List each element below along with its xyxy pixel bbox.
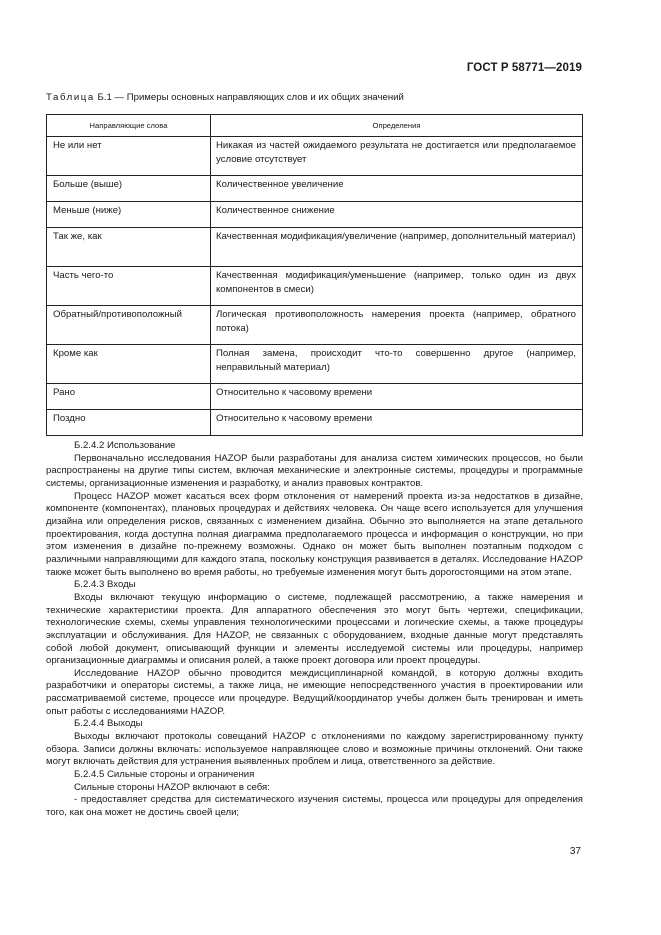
- definition-cell: Полная замена, происходит что-то совершенно другое (например, неправильный материал): [211, 345, 583, 384]
- page-number: 37: [569, 846, 581, 857]
- table-caption: [46, 92, 404, 103]
- definition-cell: Качественная модификация/увеличение (например, дополнительный материал): [211, 228, 583, 267]
- definition-cell: Никакая из частей ожидаемого результата не достигается или предполагаемое условие отсутствует: [211, 137, 583, 176]
- guide-word-cell: Часть чего-то: [47, 267, 211, 306]
- document-id: ГОСТ Р 58771—2019: [466, 62, 582, 74]
- table-row: [47, 137, 583, 176]
- guide-word-cell: Кроме как: [47, 345, 211, 384]
- table-caption-label: Таблица: [46, 92, 95, 103]
- table-row: [47, 384, 583, 410]
- table-row: [47, 176, 583, 202]
- paragraph: Сильные стороны HAZOP включают в себя:: [74, 781, 270, 793]
- section-heading: Б.2.4.5 Сильные стороны и ограничения: [74, 769, 255, 781]
- table-row: [47, 228, 583, 267]
- table-caption-text: Б.1 — Примеры основных направляющих слов и их общих значений: [94, 92, 404, 103]
- section-heading: Б.2.4.2 Использование: [74, 440, 176, 451]
- list-item: - предоставляет средства для систематического изучения системы, процесса или процедуры для определения того, как она может не достичь своей цели;: [46, 794, 583, 819]
- table-row: [47, 267, 583, 306]
- definition-cell: Относительно к часовому времени: [211, 410, 583, 436]
- guide-word-cell: Обратный/противоположный: [47, 306, 211, 345]
- guide-word-cell: Рано: [47, 384, 211, 410]
- guide-word-cell: Так же, как: [47, 228, 211, 267]
- guide-words-table: [46, 114, 583, 436]
- guide-word-cell: Не или нет: [47, 137, 211, 176]
- definition-cell: Относительно к часовому времени: [211, 384, 583, 410]
- guide-word-cell: Поздно: [47, 410, 211, 436]
- definition-cell: Логическая противоположность намерения проекта (например, обратного потока): [211, 306, 583, 345]
- body-text: [46, 440, 583, 820]
- table-row: [47, 306, 583, 345]
- column-header-guide-words: Направляющие слова: [47, 115, 211, 137]
- column-header-definitions: Определения: [211, 115, 583, 137]
- paragraph: Процесс HAZOP может касаться всех форм отклонения от намерений проекта из-за недостатков в дизайне, компоненте (компонентах), плановых процедурах и действиях человека. Он чаще всего используется для улучшения дизайна или определения рисков, связанных с изменением дизайна. Обычно это выполняется на этапе детального проектирования, когда доступна полная диаграмма предполагаемого процесса и информация о конструкции, но при этом изменения в дизайне по-прежнему возможны. Однако он может быть выполнен поэтапным подходом с различными направляющими для каждого этапа, поскольку конструкция развивается в деталях. Исследование HAZOP также может быть выполнено во время работы, но требуемые изменения могут быть дорогостоящими на этом этапе.: [46, 490, 583, 578]
- table-row: [47, 202, 583, 228]
- section-heading: Б.2.4.3 Входы: [74, 579, 136, 591]
- paragraph: Выходы включают протоколы совещаний HAZOP с отклонениями по каждому зарегистрированному пункту обзора. Записи должны включать: используемое направляющее слово и возможные причины отклонений. Они также могут включать действия для устранения выявленных проблем и лица, ответственного за действие.: [46, 731, 583, 768]
- section-heading: Б.2.4.4 Выходы: [74, 718, 143, 730]
- paragraph: Входы включают текущую информацию о системе, подлежащей рассмотрению, а также намерения и технические характеристики проекта. Для аппаратного обеспечения это могут быть чертежи, спецификации, технологические схемы, схемы управления технологическими процессами и логические схемы, а также процедуры эксплуатации и обслуживания. Для HAZOP, не связанных с оборудованием, входные данные могут представлять собой любой документ, описывающий функции и элементы исследуемой системы или процедуры, например организационные диаграммы и описания ролей, а также проект договора или проект процедуры.: [46, 591, 583, 667]
- guide-word-cell: Больше (выше): [47, 176, 211, 202]
- paragraph: Первоначально исследования HAZOP были разработаны для анализа систем химических процессов, но были распространены на другие типы систем, включая механические и электронные системы, процедуры и программные системы, организационные изменения и разработку, и анализ правовых контрактов.: [46, 452, 583, 489]
- definition-cell: Количественное снижение: [211, 202, 583, 228]
- guide-word-cell: Меньше (ниже): [47, 202, 211, 228]
- definition-cell: Количественное увеличение: [211, 176, 583, 202]
- paragraph: Исследование HAZOP обычно проводится междисциплинарной командой, в которую должны входить разработчики и операторы системы, а также лица, не имеющие непосредственного участия в проектировании или рассматриваемой системе, процессе или процедуре. Ведущий/координатор учебы должен быть тренирован и иметь опыт работы с исследованиями HAZOP.: [46, 667, 583, 717]
- table-header-row: [47, 115, 583, 137]
- table-row: [47, 410, 583, 436]
- table-row: [47, 345, 583, 384]
- definition-cell: Качественная модификация/уменьшение (например, только один из двух компонентов в смеси): [211, 267, 583, 306]
